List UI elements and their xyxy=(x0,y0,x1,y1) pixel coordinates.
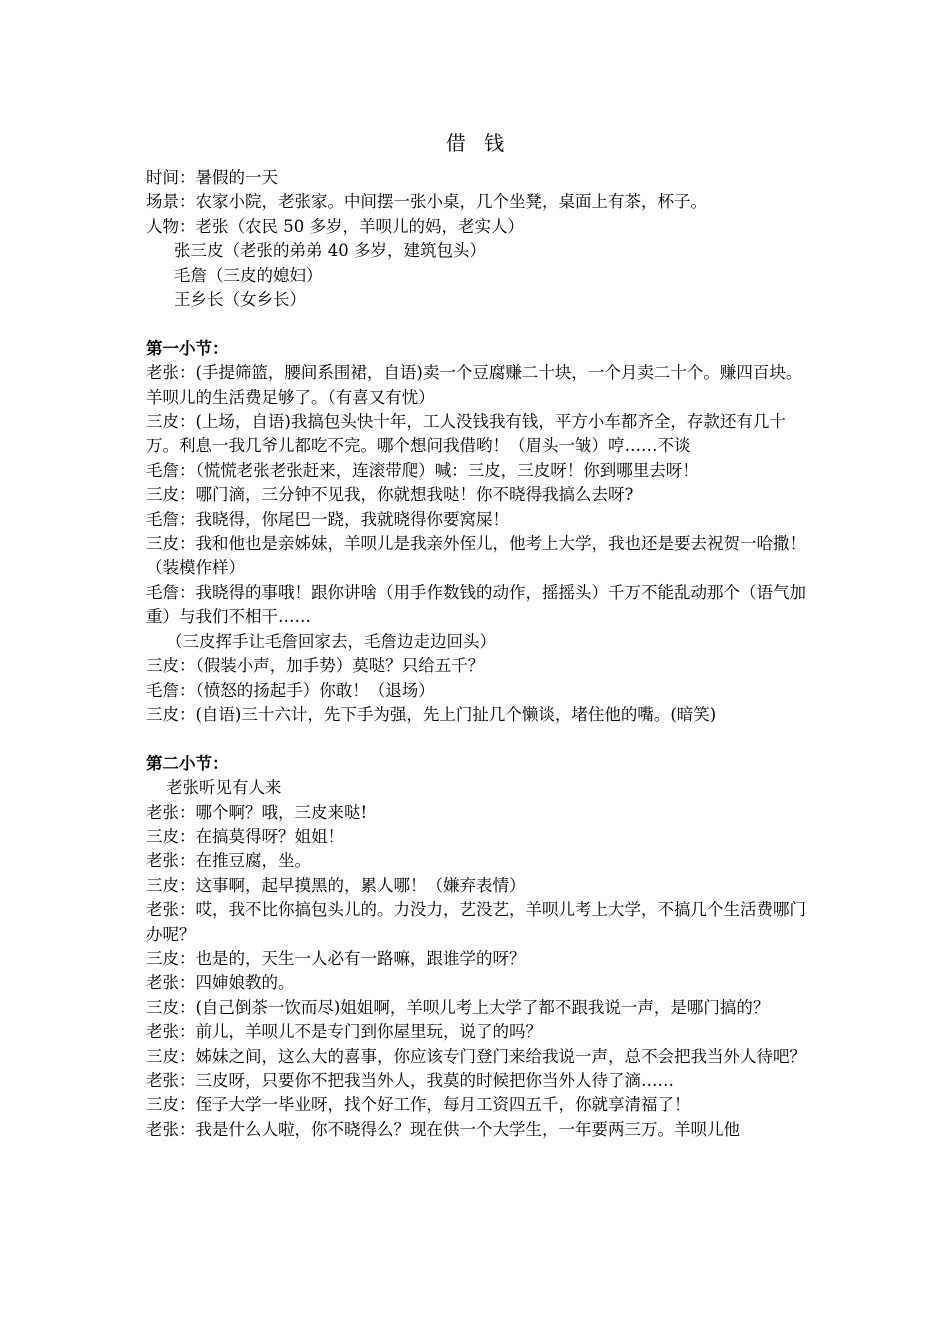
dialogue-line: 三皮：在搞莫得呀？姐姐！ xyxy=(146,826,344,846)
dialogue-line: 老张：哪个啊？哦，三皮来哒! xyxy=(146,802,368,822)
dialogue-line: 老张：哎，我不比你搞包头儿的。力没力，艺没艺，羊呗儿考上大学，不搞几个生活费哪门办呢？ xyxy=(146,900,806,944)
dialogue-line: 老张：三皮呀，只要你不把我当外人，我莫的时候把你当外人待了滴…… xyxy=(146,1071,674,1090)
stage-direction: （三皮挥手让毛詹回家去，毛詹边走边回头） xyxy=(166,631,496,651)
dialogue-line: 三皮：(自己倒茶一饮而尽)姐姐啊，羊呗儿考上大学了都不跟我说一声，是哪门搞的？ xyxy=(146,997,770,1017)
dialogue-line: 毛詹：我晓得，你尾巴一跷，我就晓得你要窝屎！ xyxy=(146,509,509,529)
document-page xyxy=(146,128,810,1142)
dialogue-line: 老张：(手提筛篮，腰间系围裙，自语)卖一个豆腐赚二十块，一个月卖二十个。赚四百块。羊呗儿的生活费足够了。（有喜又有忧） xyxy=(146,363,803,407)
character-entry: 张三皮（老张的弟弟 40 多岁，建筑包头） xyxy=(174,241,486,261)
dialogue-line: 三皮：(自语)三十六计，先下手为强，先上门扯几个懒谈，堵住他的嘴。(暗笑) xyxy=(146,704,717,724)
dialogue-line: 老张：前儿，羊呗儿不是专门到你屋里玩，说了的吗？ xyxy=(146,1022,542,1042)
dialogue-line: 三皮：（假装小声，加手势）莫哒？只给五千？ xyxy=(146,656,485,676)
characters-line: 人物：老张（农民 50 多岁，羊呗儿的妈，老实人） xyxy=(146,216,524,236)
section-heading: 第一小节： xyxy=(146,338,229,358)
dialogue-line: 三皮：也是的，天生一人必有一路嘛，跟谁学的呀？ xyxy=(146,948,526,968)
section-heading: 第二小节： xyxy=(146,753,229,773)
dialogue-line: 三皮：这事啊，起早摸黑的，累人哪！（嫌弃表情） xyxy=(146,875,526,895)
dialogue-line: 毛詹：我晓得的事哦！跟你讲啥（用手作数钱的动作，摇摇头）千万不能乱动那个（语气加重）与我们不相干…… xyxy=(146,582,806,627)
dialogue-line: 三皮：(上场，自语)我搞包头快十年，工人没钱我有钱，平方小车都齐全，存款还有几十万。利息一我几爷儿都吃不完。哪个想问我借哟！（眉头一皱）哼……不谈 xyxy=(146,412,786,456)
stage-direction: 老张听见有人来 xyxy=(166,778,282,798)
character-entry: 王乡长（女乡长） xyxy=(174,290,306,310)
scene-line: 场景：农家小院，老张家。中间摆一张小桌，几个坐凳，桌面上有茶，杯子。 xyxy=(146,192,707,212)
dialogue-line: 老张：我是什么人啦，你不晓得么？现在供一个大学生，一年要两三万。羊呗儿他 xyxy=(146,1119,740,1139)
dialogue-line: 三皮：姊妹之间，这么大的喜事，你应该专门登门来给我说一声，总不会把我当外人待吧？ xyxy=(146,1046,806,1066)
dialogue-line: 三皮：哪门滴，三分钟不见我，你就想我哒！你不晓得我搞么去呀? xyxy=(146,485,634,505)
dialogue-line: 毛詹：（慌慌老张老张赶来，连滚带爬）喊：三皮，三皮呀！你到哪里去呀！ xyxy=(146,460,699,480)
dialogue-line: 三皮：我和他也是亲姊妹，羊呗儿是我亲外侄儿，他考上大学，我也还是要去祝贺一哈撒！（装模作样） xyxy=(146,534,806,578)
dialogue-line: 毛詹：（愤怒的扬起手）你敢！（退场） xyxy=(146,680,435,700)
spacer xyxy=(146,312,810,336)
spacer xyxy=(146,727,810,751)
dialogue-line: 三皮：侄子大学一毕业呀，找个好工作，每月工资四五千，你就享清福了！ xyxy=(146,1095,691,1115)
time-line: 时间：暑假的一天 xyxy=(146,168,278,187)
character-entry: 毛詹（三皮的媳妇） xyxy=(174,265,323,285)
dialogue-line: 老张：四婶娘教的。 xyxy=(146,973,295,993)
dialogue-line: 老张：在推豆腐，坐。 xyxy=(146,851,311,871)
document-title: 借 钱 xyxy=(445,131,511,155)
